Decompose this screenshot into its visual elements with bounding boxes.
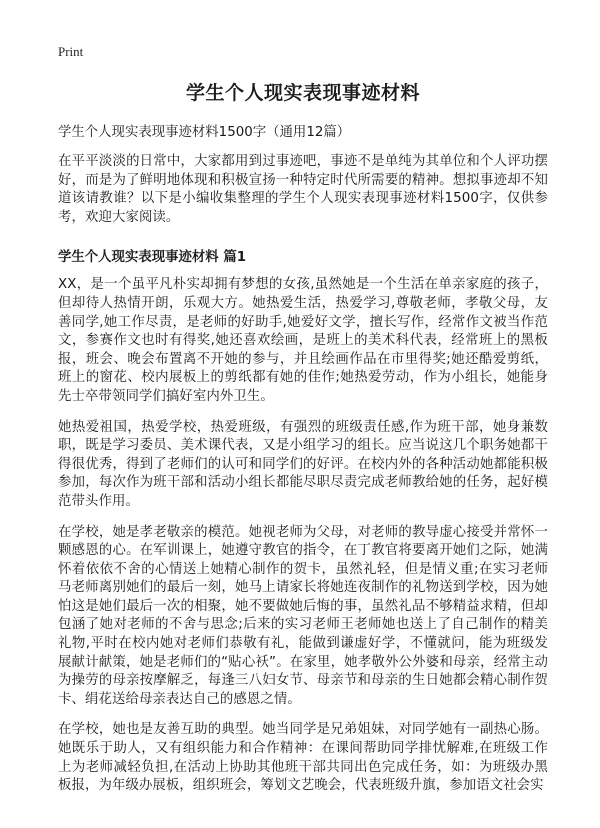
body-paragraph: XX，是一个虽平凡朴实却拥有梦想的女孩,虽然她是一个生活在单亲家庭的孩子，但却待人热情开朗，乐观大方。她热爱生活，热爱学习,尊敬老师，孝敬父母，友善同学,她工作尽责，是老师的好助手,她爱好文学，擅长写作，经常作文被当作范文，参赛作文也时有得奖,她还喜欢绘画，是班上的美术科代表，经常班上的黑板报，班会、晚会布置离不开她的参与，并且绘画作品在市里得奖;她还酷爱剪纸，班上的窗花、校内展板上的剪纸都有她的佳作;她热爱劳动，作为小组长，她能身先士卒带领同学们搞好室内外卫生。 <box>58 277 548 404</box>
body-paragraph: 在学校，她也是友善互助的典型。她当同学是兄弟姐妹，对同学她有一副热心肠。她既乐于助人，又有组织能力和合作精神：在课间帮助同学排忧解难,在班级工作上为老师减轻负担,在活动上协助其他班干部共同出色完成任务，如：为班级办黑板报，为年级办展板，组织班会，筹划文艺晚会，代表班级升旗，参加语文社会实 <box>58 722 548 794</box>
intro-paragraph: 在平平淡淡的日常中，大家都用到过事迹吧，事迹不是单纯为其单位和个人评功摆好，而是为了鲜明地体现和积极宣扬一种特定时代所需要的精神。想拟事迹却不知道该请教谁？以下是小编收集整理的学生个人现实表现事迹材料1500字，仅供参考，欢迎大家阅读。 <box>58 154 548 225</box>
print-link[interactable]: Print <box>58 44 84 59</box>
document-body <box>58 78 548 808</box>
section-heading: 学生个人现实表现事迹材料 篇1 <box>58 250 247 266</box>
document-subtitle: 学生个人现实表现事迹材料1500字（通用12篇） <box>58 125 351 140</box>
body-paragraph: 她热爱祖国，热爱学校，热爱班级，有强烈的班级责任感,作为班干部，她身兼数职，既是学习委员、美术课代表，又是小组学习的组长。应当说这几个职务她都干得很优秀，得到了老师们的认可和同学们的好评。在校内外的各种活动她都能积极参加，每次作为班干部和活动小组长都能尽职尽责完成老师教给她的任务，起好模范带头作用。 <box>58 419 548 509</box>
document-title: 学生个人现实表现事迹材料 <box>185 82 420 104</box>
body-paragraph: 在学校，她是孝老敬亲的模范。她视老师为父母，对老师的教导虚心接受并常怀一颗感恩的心。在军训课上，她遵守教官的指令，在丁教官将要离开她们之际，她满怀着依依不舍的心情送上她精心制作的贺卡，虽然礼轻，但是情义重;在实习老师马老师离别她们的最后一刻，她马上请家长将她连夜制作的礼物送到学校，因为她怕这是她们最后一次的相聚，她不要做她后悔的事，虽然礼品不够精益求精，但却包涵了她对老师的不舍与思念;后来的实习老师王老师她也送上了自己制作的精美礼物,平时在校内她对老师们恭敬有礼，能做到谦虚好学，不懂就问，能为班级发展献计献策，她是老师们的“贴心袄”。在家里，她孝敬外公外婆和母亲，经常主动为操劳的母亲按摩解乏，每逢三八妇女节、母亲节和母亲的生日她都会精心制作贺卡、绢花送给母亲表达自己的感恩之情。 <box>58 524 548 707</box>
